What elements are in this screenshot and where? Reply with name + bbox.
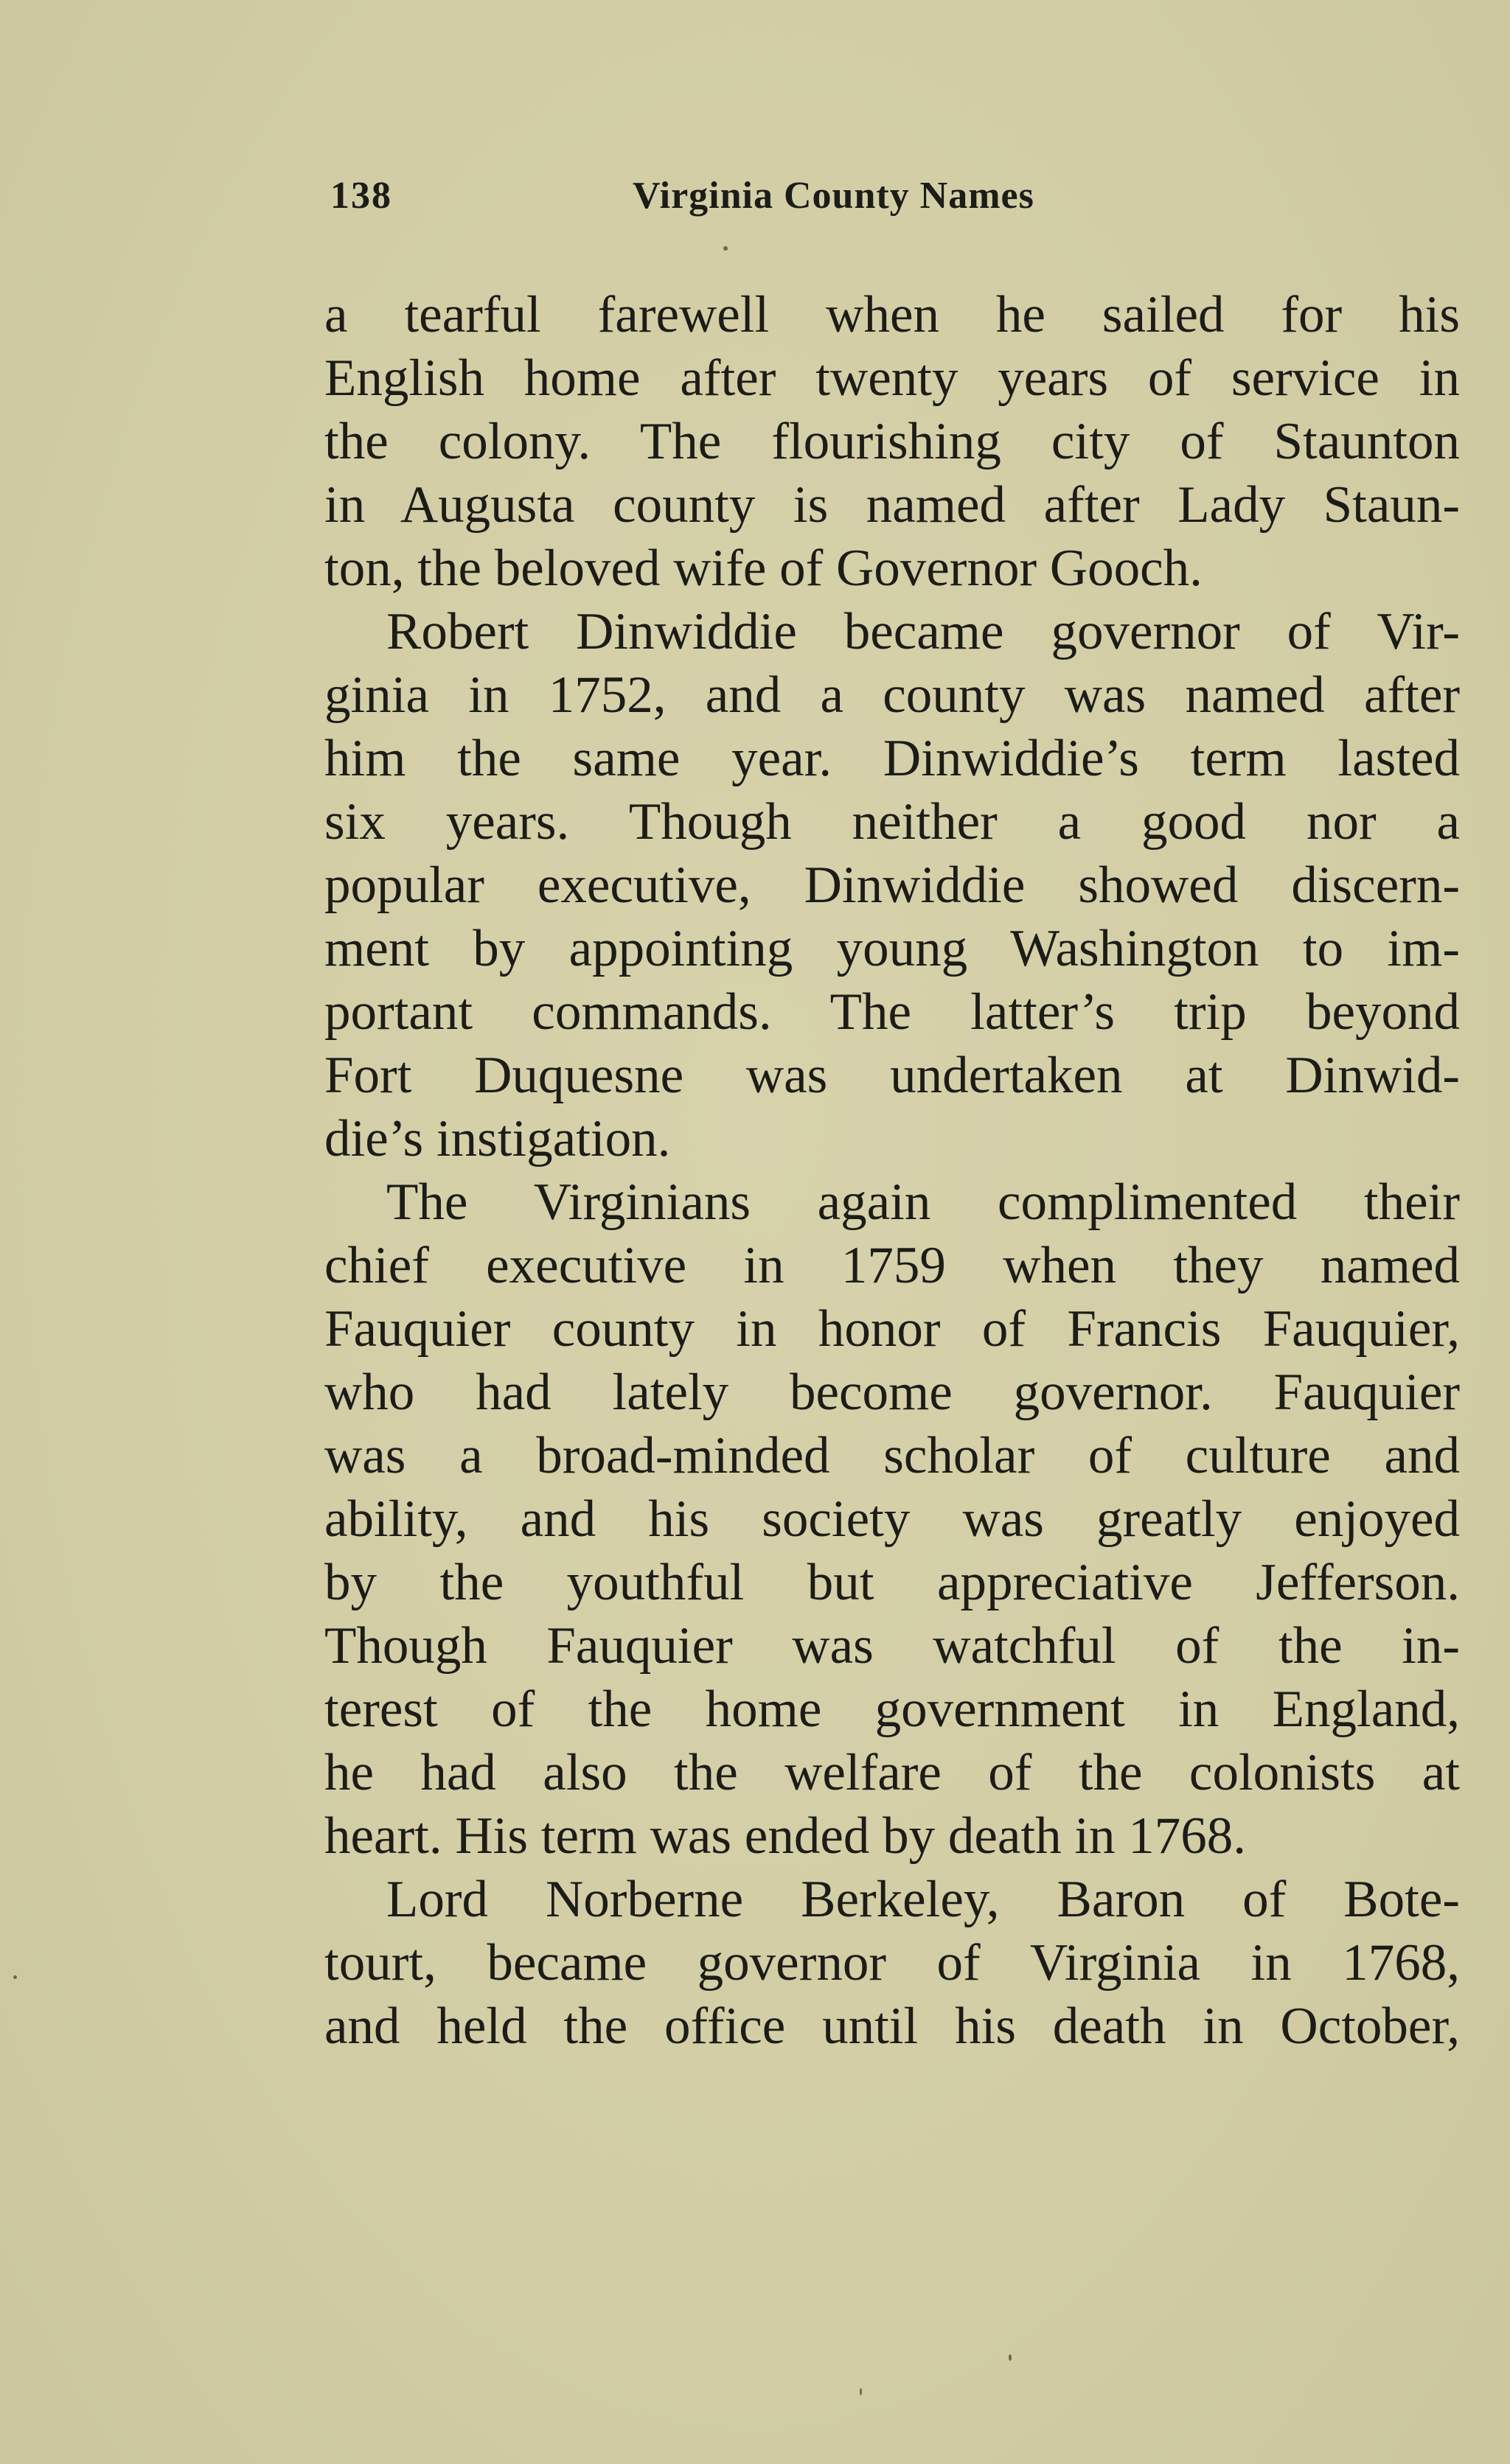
text-line: a tearful farewell when he sailed for his bbox=[324, 286, 1460, 343]
text-line: him the same year. Dinwiddie’s term lasted bbox=[324, 730, 1460, 787]
text-line: popular executive, Dinwiddie showed discern- bbox=[324, 856, 1460, 914]
paragraph-start-line: Lord Norberne Berkeley, Baron of Bote- bbox=[386, 1871, 1460, 1928]
body-text bbox=[324, 283, 1460, 2058]
page-header bbox=[330, 174, 1451, 226]
text-line: chief executive in 1759 when they named bbox=[324, 1237, 1460, 1294]
paragraph-start-line: The Virginians again complimented their bbox=[386, 1173, 1460, 1231]
text-line: six years. Though neither a good nor a bbox=[324, 793, 1460, 851]
text-line: Though Fauquier was watchful of the in- bbox=[324, 1617, 1460, 1675]
text-line: Fauquier county in honor of Francis Fauquier, bbox=[324, 1300, 1460, 1358]
page-number: 138 bbox=[330, 175, 392, 217]
text-line: heart. His term was ended by death in 1768. bbox=[324, 1807, 1247, 1865]
text-line: tourt, became governor of Virginia in 1768, bbox=[324, 1934, 1460, 1992]
paragraph-start-line: Robert Dinwiddie became governor of Vir- bbox=[386, 603, 1460, 660]
paper-speck bbox=[860, 2388, 862, 2395]
paper-speck bbox=[1009, 2354, 1012, 2361]
text-line: the colony. The flourishing city of Staunton bbox=[324, 413, 1460, 470]
text-line: die’s instigation. bbox=[324, 1110, 671, 1168]
text-line: was a broad-minded scholar of culture and bbox=[324, 1427, 1460, 1484]
text-line: in Augusta county is named after Lady Staun- bbox=[324, 476, 1460, 534]
paper-speck bbox=[13, 1975, 17, 1979]
text-line: ginia in 1752, and a county was named after bbox=[324, 666, 1460, 724]
text-line: ton, the beloved wife of Governor Gooch. bbox=[324, 540, 1203, 597]
text-line: by the youthful but appreciative Jefferson. bbox=[324, 1554, 1460, 1611]
text-line: and held the office until his death in October, bbox=[324, 1997, 1460, 2055]
text-line: ability, and his society was greatly enjoyed bbox=[324, 1490, 1460, 1548]
text-line: portant commands. The latter’s trip beyond bbox=[324, 983, 1460, 1041]
text-line: Fort Duquesne was undertaken at Dinwid- bbox=[324, 1047, 1460, 1104]
text-line: ment by appointing young Washington to im- bbox=[324, 920, 1460, 977]
text-line: he had also the welfare of the colonists at bbox=[324, 1744, 1460, 1801]
text-line: who had lately become governor. Fauquier bbox=[324, 1364, 1460, 1421]
paper-speck bbox=[723, 246, 728, 251]
text-line: terest of the home government in England, bbox=[324, 1681, 1460, 1738]
running-title: Virginia County Names bbox=[633, 175, 1034, 217]
text-line: English home after twenty years of service in bbox=[324, 349, 1460, 407]
